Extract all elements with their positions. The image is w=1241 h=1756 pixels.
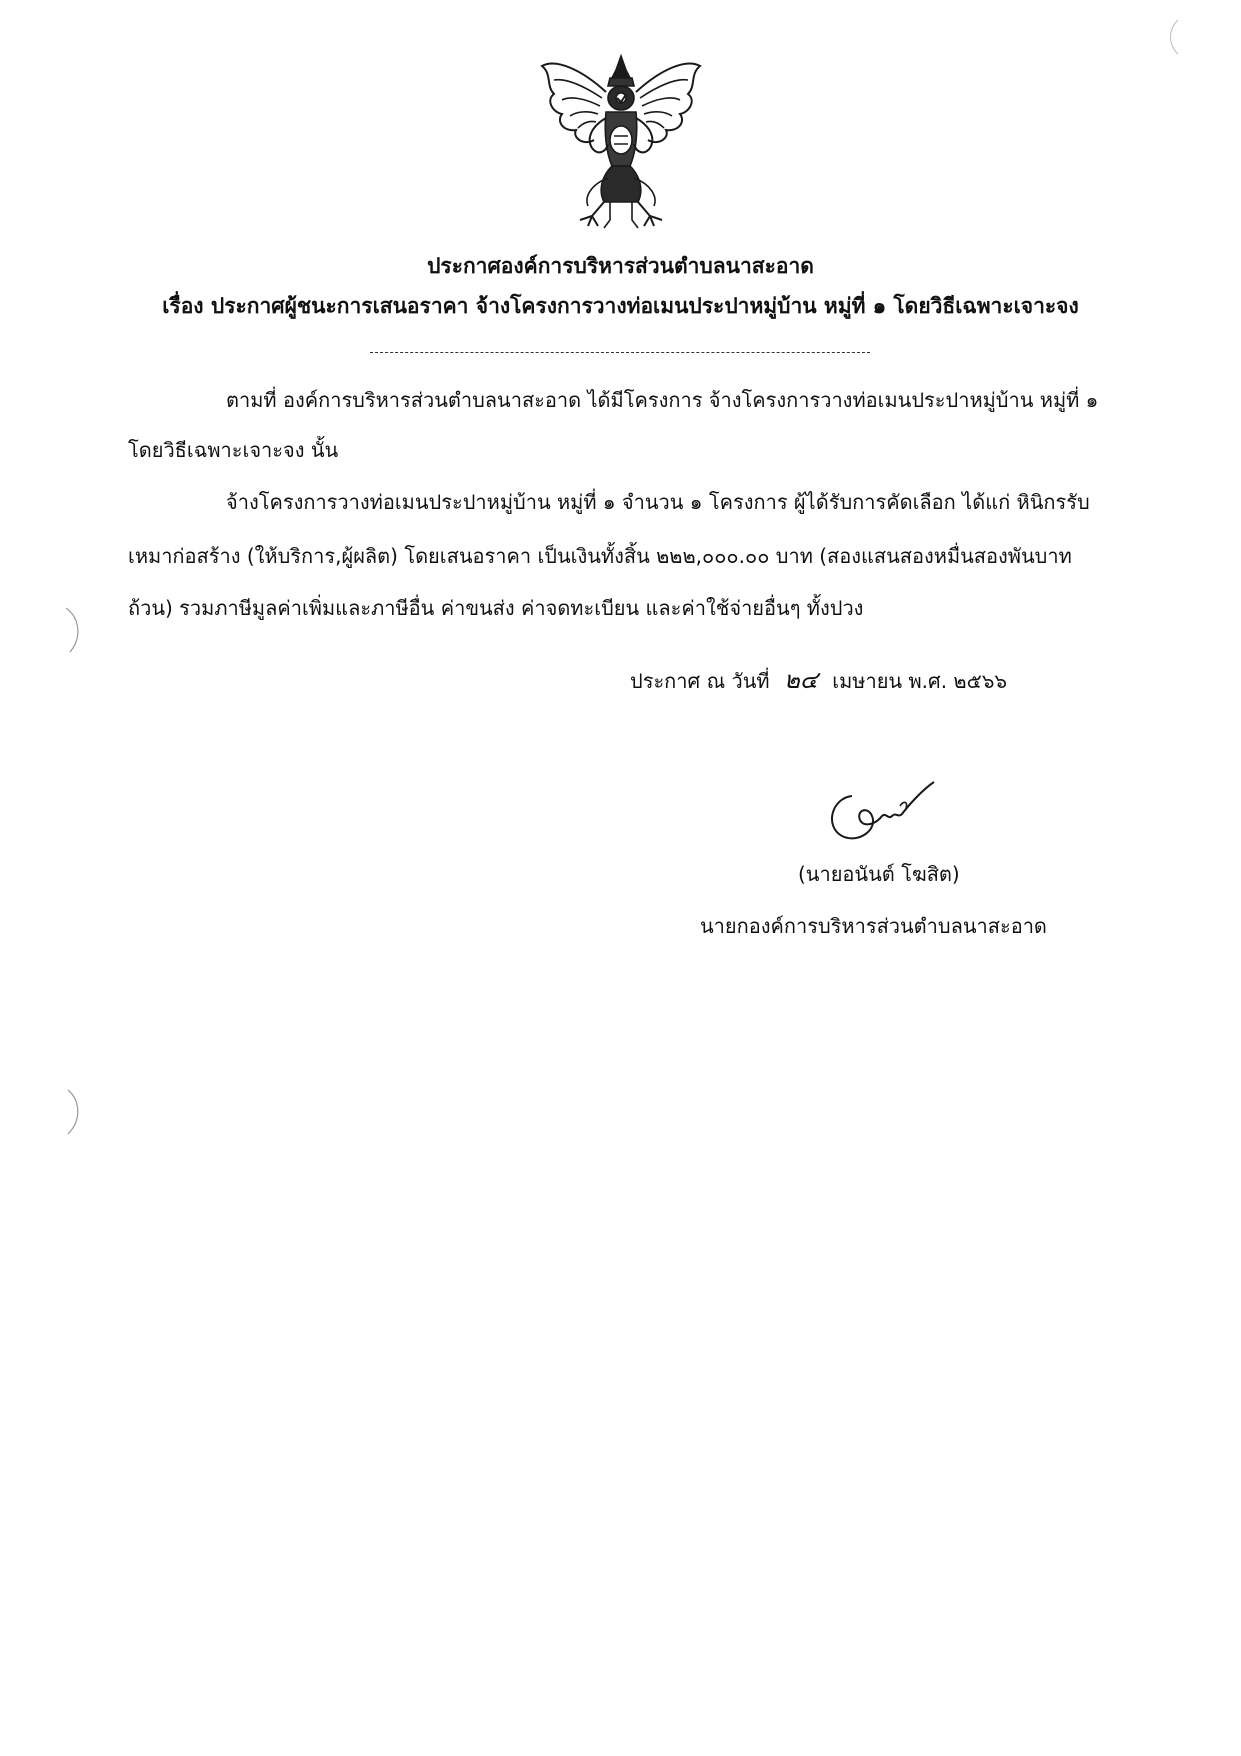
scan-margin-mark bbox=[62, 604, 86, 656]
subject-label: เรื่อง bbox=[162, 294, 204, 318]
signatory-name: (นายอนันต์ โฆสิต) bbox=[798, 862, 960, 886]
announcement-date bbox=[630, 660, 1007, 699]
scan-margin-mark bbox=[1164, 18, 1184, 58]
paragraph-1-line-1: ตามที่ องค์การบริหารส่วนตำบลนาสะอาด ได้มีโครงการ จ้างโครงการวางท่อเมนประปาหมู่บ้าน หมู่ที่ ๑ bbox=[226, 388, 1099, 412]
paragraph-2-line-3: ถ้วน) รวมภาษีมูลค่าเพิ่มและภาษีอื่น ค่าขนส่ง ค่าจดทะเบียน และค่าใช้จ่ายอื่นๆ ทั้งปวง bbox=[128, 596, 864, 620]
date-suffix: เมษายน พ.ศ. ๒๕๖๖ bbox=[832, 669, 1008, 693]
signature-mark bbox=[822, 776, 940, 856]
scan-margin-mark bbox=[62, 1086, 86, 1138]
org-title: ประกาศองค์การบริหารส่วนตำบลนาสะอาด bbox=[427, 254, 814, 278]
signatory-position: นายกองค์การบริหารส่วนตำบลนาสะอาด bbox=[700, 914, 1047, 938]
paragraph-2-line-2: เหมาก่อสร้าง (ให้บริการ,ผู้ผลิต) โดยเสนอราคา เป็นเงินทั้งสิ้น ๒๒๒,๐๐๐.๐๐ บาท (สองแสนสองหมื่นสองพันบาท bbox=[128, 544, 1072, 568]
subject-text: ประกาศผู้ชนะการเสนอราคา จ้างโครงการวางท่อเมนประปาหมู่บ้าน หมู่ที่ ๑ โดยวิธีเฉพาะเจาะจง bbox=[210, 294, 1079, 318]
dashed-divider bbox=[370, 352, 870, 353]
paragraph-1-line-2: โดยวิธีเฉพาะเจาะจง นั้น bbox=[128, 438, 339, 462]
date-day-handwritten: ๒๔ bbox=[783, 666, 818, 694]
subject-line bbox=[0, 290, 1241, 323]
garuda-emblem-icon bbox=[532, 52, 710, 232]
paragraph-2-line-1: จ้างโครงการวางท่อเมนประปาหมู่บ้าน หมู่ที่ ๑ จำนวน ๑ โครงการ ผู้ได้รับการคัดเลือก ได้แก่ หินิกรรับ bbox=[226, 490, 1090, 514]
date-prefix: ประกาศ ณ วันที่ bbox=[630, 669, 770, 693]
